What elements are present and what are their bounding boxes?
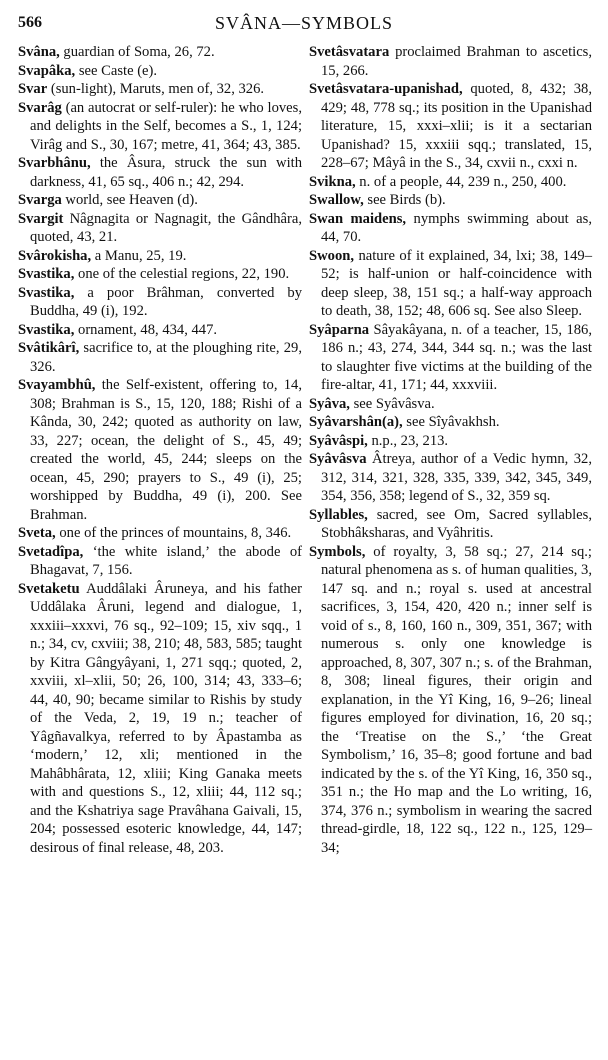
entry-text: ornament, 48, 434, 447. <box>74 321 218 338</box>
entry-headword: Svarâg <box>18 99 62 116</box>
entry-headword: Svarga <box>18 192 62 208</box>
page-number: 566 <box>18 14 42 31</box>
entry-headword: Svetâsvatara <box>309 44 390 60</box>
index-entry <box>18 80 302 99</box>
entry-headword: Syâvâsva <box>309 451 367 467</box>
left-column <box>18 43 302 857</box>
index-entry <box>309 413 592 432</box>
entry-headword: Symbols, <box>309 543 366 560</box>
entry-headword: Svârokisha, <box>18 247 92 264</box>
entry-text: ‘the white island,’ the abode of Bhagavat, 7, 156. <box>30 543 302 578</box>
entry-text: the Self-existent, offering to, 14, 308; Brahman is S., 15, 120, 188; Rishi of a Kânda, 30, 242; quoted as authority on law, 33, 227; ocean, the delight of S., 45, 49; created the world, 45, 244; sleeps on the ocean, 45, 290; prayers to S., 49 (i), 25; worshipped by Buddha, 49 (i), 200. See Brahman. <box>30 377 302 523</box>
entry-headword: Svâtikârî, <box>18 340 80 356</box>
index-entry <box>309 321 592 395</box>
entry-headword: Svikna, <box>309 173 356 190</box>
index-entry <box>18 376 302 524</box>
index-entry <box>18 99 302 155</box>
index-entry <box>18 43 302 62</box>
entry-text: see Sîyâvakhsh. <box>402 414 500 430</box>
entry-text: a Manu, 25, 19. <box>91 247 187 264</box>
index-entry <box>309 210 592 247</box>
entry-headword: Svargit <box>18 210 64 227</box>
index-entry <box>18 284 302 321</box>
right-column <box>309 43 592 857</box>
index-entry <box>18 580 302 858</box>
entry-headword: Svastika, <box>18 284 75 301</box>
entry-headword: Svarbhânu, <box>18 155 91 171</box>
entry-text: proclaimed Brahman to ascetics, 15, 266. <box>321 44 592 79</box>
index-entry <box>18 154 302 191</box>
entry-text: guardian of Soma, 26, 72. <box>59 44 215 60</box>
entry-headword: Sveta, <box>18 525 56 541</box>
entry-text: of royalty, 3, 58 sq.; 27, 214 sq.; natural phenomena as s. of human qualities, 3, 147 sq. and n.; royal s. used at ancestral sacrifices, 3, 154, 420, 420 n.; inner self is void of s., 8, 160, 160 n., 309, 351, 367; with numerous s. only one knowledge is approached, 8, 307, 307 n.; s. of the Brahman, 8, 308; lineal figures, their origin and explanation, in the Yî King, 16, 9–26; lineal figures employed for divination, 16, 20 sq.; the ‘Treatise on the S.,’ ‘the Great Symbolism,’ 16, 35–8; good fortune and bad indicated by the s. of the Yî King, 16, 350 sq., 351 n.; the Ho map and the Lo writing, 16, 374, 376 n.; symbolism in wearing the sacred thread-girdle, 18, 122 sq., 122 n., 125, 129–34; <box>321 543 592 856</box>
running-title: SVÂNA—SYMBOLS <box>214 13 394 33</box>
entry-text: the Âsura, struck the sun with darkness, 41, 65 sq., 406 n.; 42, 294. <box>30 155 302 190</box>
index-entry <box>18 524 302 543</box>
entry-text: quoted, 8, 432; 38, 429; 48, 778 sq.; its position in the Upanishad literature, 15, xxxi–xlii; is it a sectarian Upanishad? 15, xxxiii sqq.; translated, 15, 228–67; Mâyâ in the S., 34, cxvii n., cxxi n. <box>321 81 592 171</box>
index-entry <box>309 191 592 210</box>
entry-headword: Syâva, <box>309 395 350 412</box>
entry-headword: Svetâsvatara-upanishad, <box>309 81 463 97</box>
entry-text: one of the princes of mountains, 8, 346. <box>55 525 292 541</box>
index-entry <box>309 80 592 173</box>
entry-headword: Svapâka, <box>18 62 76 79</box>
entry-text: n. of a people, 44, 239 n., 250, 400. <box>355 173 567 190</box>
index-entry <box>18 210 302 247</box>
index-entry <box>18 265 302 284</box>
entry-text: one of the celestial regions, 22, 190. <box>74 266 290 282</box>
entry-text: see Syâvâsva. <box>349 395 435 412</box>
entry-text: Âtreya, author of a Vedic hymn, 32, 312, 314, 321, 328, 335, 339, 342, 345, 349, 354, 356, 358; legend of S., 32, 359 sq. <box>321 451 592 504</box>
index-entry <box>309 395 592 414</box>
index-entry <box>18 191 302 210</box>
index-entry <box>309 543 592 858</box>
index-entry <box>18 247 302 266</box>
entry-text: world, see Heaven (d). <box>61 192 198 208</box>
entry-headword: Syâvâspi, <box>309 432 368 449</box>
index-entry <box>309 43 592 80</box>
entry-headword: Svastika, <box>18 321 75 338</box>
index-entry <box>309 506 592 543</box>
entry-text: (sun-light), Maruts, men of, 32, 326. <box>47 81 265 97</box>
entry-headword: Svastika, <box>18 266 75 282</box>
entry-headword: Svetaketu <box>18 580 80 597</box>
entry-headword: Svâna, <box>18 44 60 60</box>
index-entry <box>309 173 592 192</box>
index-entry <box>309 432 592 451</box>
index-entry <box>309 247 592 321</box>
entry-headword: Syâparna <box>309 321 370 338</box>
entry-headword: Syllables, <box>309 506 368 523</box>
entry-headword: Svar <box>18 81 48 97</box>
index-entry <box>18 543 302 580</box>
entry-text: nature of it explained, 34, lxi; 38, 149–52; is half-union or half-coincidence with deep sleep, 38, 151 sq.; a half-way approach to death, 38, 152; 48, 606 sq. See also Sleep. <box>321 247 592 319</box>
entry-text: Nâgnagita or Nagnagit, the Gândhâra, quoted, 43, 21. <box>30 210 302 245</box>
index-entry <box>18 339 302 376</box>
index-entry <box>18 62 302 81</box>
entry-headword: Swoon, <box>309 247 355 264</box>
entry-headword: Swallow, <box>309 192 364 208</box>
entry-text: sacrifice to, at the ploughing rite, 29, 326. <box>30 340 302 375</box>
page-header <box>0 10 608 36</box>
entry-text: (an autocrat or self-ruler): he who loves, and delights in the Self, becomes a S., 1, 124; Virâg and S., 30, 167; metre, 41, 364; 43, 385. <box>30 99 302 153</box>
entry-headword: Syâvarshân(a), <box>309 414 403 430</box>
index-entry <box>18 321 302 340</box>
entry-headword: Svayambhû, <box>18 377 96 393</box>
entry-text: n.p., 23, 213. <box>367 432 449 449</box>
entry-text: Sâyakâyana, n. of a teacher, 15, 186, 186 n.; 43, 274, 344, 344 sq. n.; was the last to slaughter five victims at the building of the fire-altar, 41, 171; 44, xxxviii. <box>321 321 592 393</box>
entry-headword: Svetadîpa, <box>18 543 84 560</box>
entry-text: see Caste (e). <box>75 62 158 79</box>
index-entry <box>309 450 592 506</box>
entry-text: nymphs swimming about as, 44, 70. <box>321 210 592 245</box>
entry-text: sacred, see Om, Sacred syllables, Stobhâksharas, and Vyâhritis. <box>321 506 592 541</box>
entry-headword: Swan maidens, <box>309 210 407 227</box>
entry-text: a poor Brâhman, converted by Buddha, 49 (i), 192. <box>30 284 302 319</box>
entry-text: Auddâlaki Âruneya, and his father Uddâlaka Âruni, legend and dialogue, 1, xxxiii–xxxvi, 76 sq., 92–109; 15, xiv sqq., 1 n.; 34, cv, cxviii; 38, 210; 48, 583, 585; taught by Kitra Gângyâyani, 1, 271 sqq.; quoted, 2, xxviii, xl–xlii, 50; 26, 100, 314; 43, 333–6; 44, 40, 90; became similar to Rishis by study of the Veda, 2, 19, 19 n.; teacher of Yâgñavalkya, referred to by Âpastamba as ‘modern,’ 12, xli; mentioned in the Mahâbhârata, 12, xliii; King Ganaka meets with and questions S., 12, xliii; 44, 112 sq.; and the Kshatriya sage Pravâhana Gaivali, 15, 204; possessed esoteric knowledge, 44, 147; desirous of final release, 48, 203. <box>30 580 302 856</box>
entry-text: see Birds (b). <box>363 192 446 208</box>
